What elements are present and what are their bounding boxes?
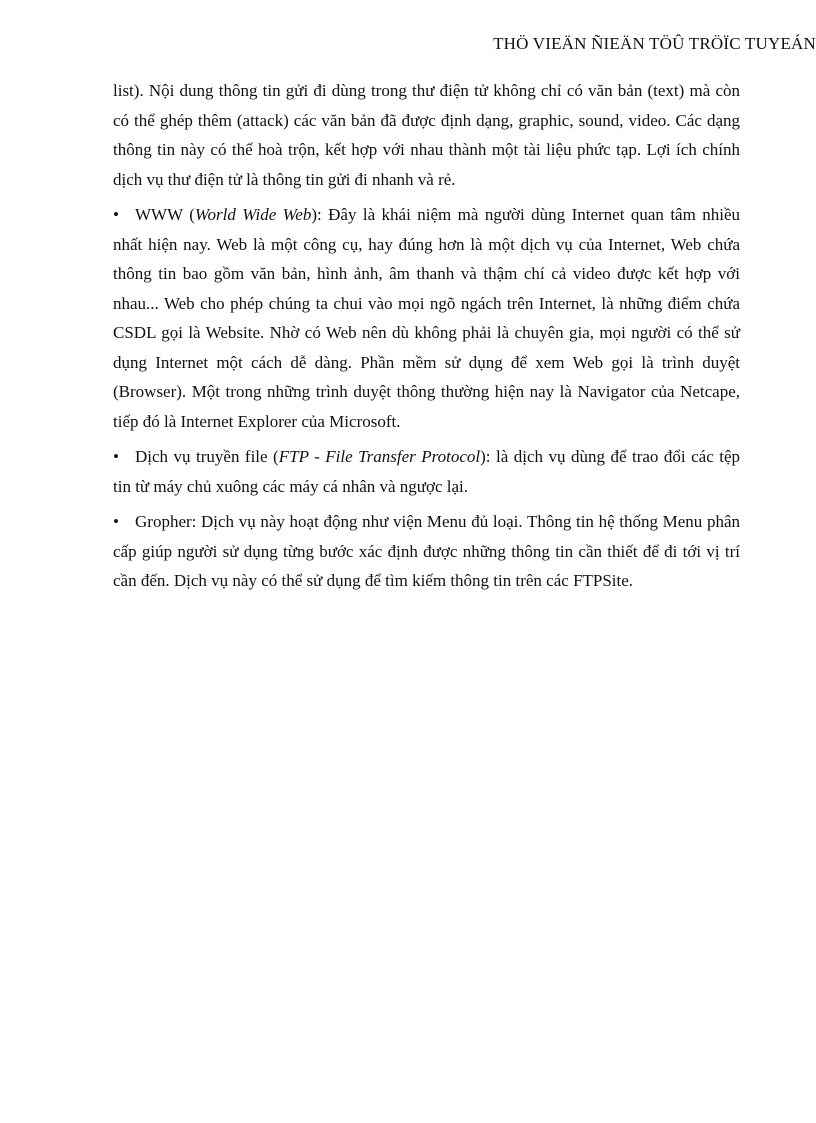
- www-italic-term: World Wide Web: [194, 205, 312, 224]
- www-text: ): Đây là khái niệm mà người dùng Internet quan tâm nhiều nhất hiện nay. Web là một công cụ, hay đúng hơn là một dịch vụ của Internet, Web chứa thông tin bao gồm văn bản, hình ảnh, âm thanh và thậm chí cả video được kết hợp với nhau... Web cho phép chúng ta chui vào mọi ngõ ngách trên Internet, là những điểm chứa CSDL gọi là Website. Nhờ có Web nên dù không phải là chuyên gia, mọi người có thể sử dụng Internet một cách dễ dàng. Phần mềm sử dụng để xem Web gọi là trình duyệt (Browser). Một trong những trình duyệt thông thường hiện nay là Navigator của Netcape, tiếp đó là Internet Explorer của Microsoft.: [113, 205, 740, 431]
- page-header: [0, 34, 816, 54]
- bullet-item-ftp: [113, 442, 740, 501]
- gopher-text: Gropher: Dịch vụ này hoạt động như viện Menu đủ loại. Thông tin hệ thống Menu phân cấp giúp người sử dụng từng bước xác định được những thông tin cần thiết để đi tới vị trí cần đến. Dịch vụ này có thể sử dụng để tìm kiếm thông tin trên các FTPSite.: [113, 512, 740, 590]
- ftp-text: ): là dịch vụ dùng để trao đổi các tệp tin từ máy chủ xuông các máy cá nhân và ngược lại.: [113, 447, 741, 496]
- document-body: [113, 76, 740, 596]
- bullet-icon: •: [113, 205, 119, 224]
- bullet-item-gopher: [113, 507, 740, 596]
- header-title: THÖ VIEÄN ÑIEÄN TÖÛ TRÖÏC TUYEÁN: [493, 34, 816, 53]
- bullet-item-www: [113, 200, 740, 436]
- bullet-icon: •: [113, 447, 119, 466]
- bullet-icon: •: [113, 512, 119, 531]
- ftp-italic-term: FTP - File Transfer Protocol: [278, 447, 481, 466]
- ftp-prefix: Dịch vụ truyền file (: [135, 447, 279, 466]
- paragraph-email-continued: [113, 76, 740, 194]
- www-prefix: WWW (: [135, 205, 195, 224]
- paragraph-text: list). Nội dung thông tin gửi đi dùng trong thư điện tử không chỉ có văn bản (text) mà còn có thể ghép thêm (attack) các văn bản đã được định dạng, graphic, sound, video. Các dạng thông tin này có thể hoà trộn, kết hợp với nhau thành một tài liệu phức tạp. Lợi ích chính dịch vụ thư điện tử là thông tin gửi đi nhanh và rẻ.: [113, 81, 740, 189]
